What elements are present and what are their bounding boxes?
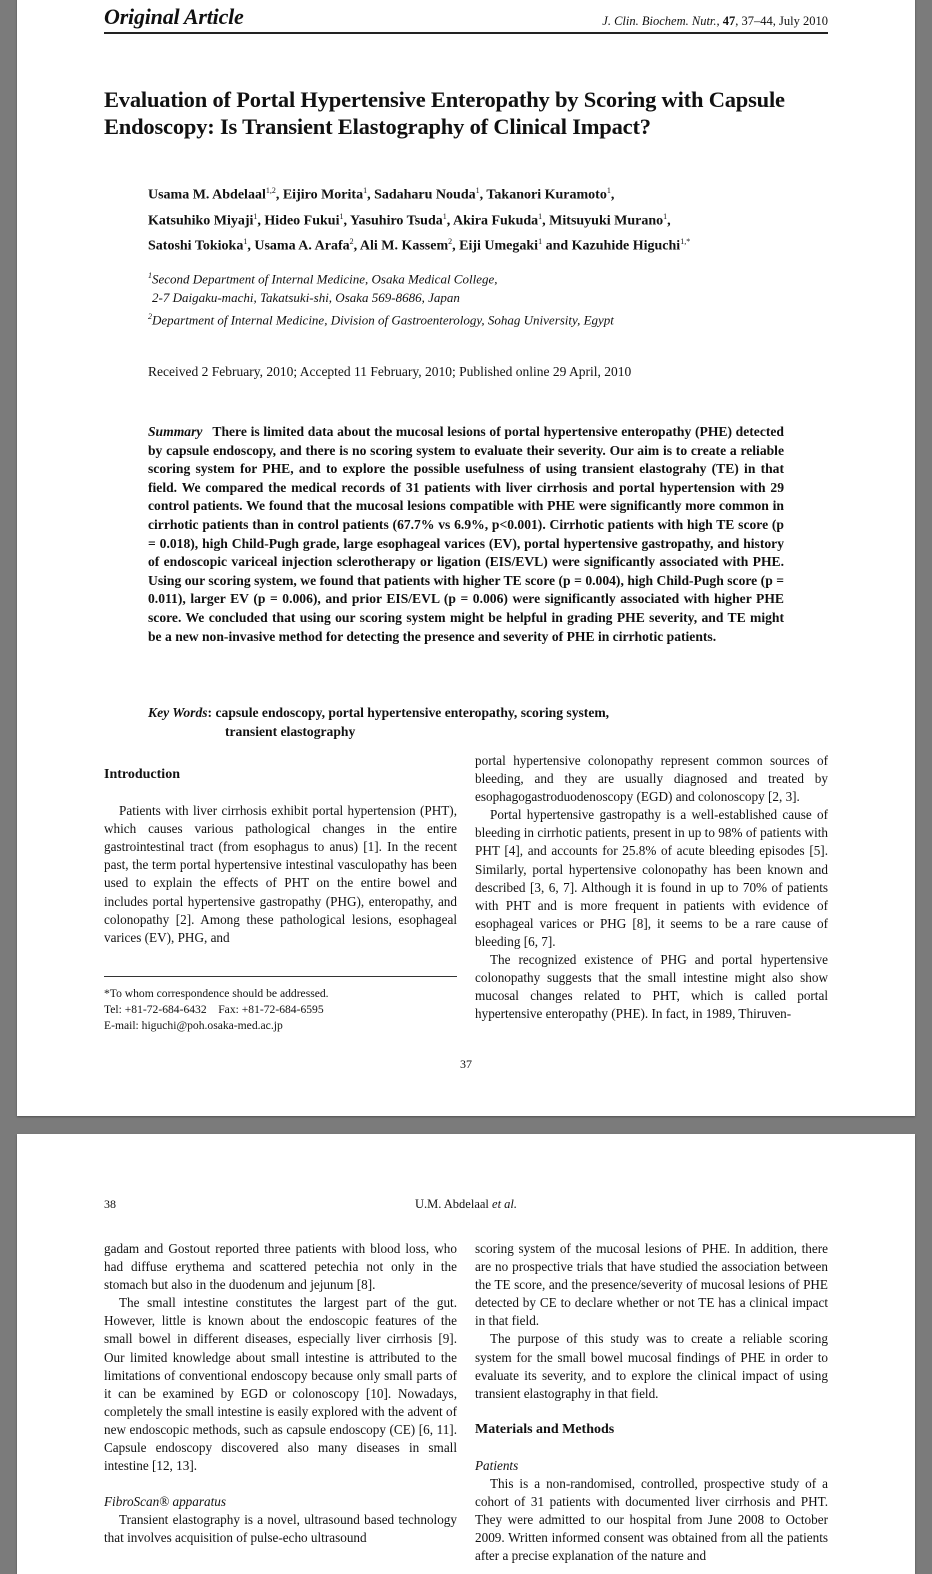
- affiliation-1-line-1: Second Department of Internal Medicine, Osaka Medical College,: [152, 271, 498, 287]
- keywords-line-2: transient elastography: [225, 724, 356, 739]
- affiliation-2-line-1: Department of Internal Medicine, Division of Gastroenterology, Sohag University, Egypt: [152, 312, 614, 328]
- page2-left-column: [104, 1240, 457, 1548]
- author-affiliation-sup: 1: [243, 237, 248, 247]
- paragraph: Transient elastography is a novel, ultrasound based technology that involves acquisition of pulse-echo ultrasound: [104, 1512, 457, 1546]
- author-affiliation-sup: 1: [363, 186, 368, 195]
- introduction-heading: Introduction: [104, 767, 180, 782]
- page-number: 38: [104, 1197, 116, 1211]
- footnote-line-1: *To whom correspondence should be addressed.: [104, 987, 329, 1000]
- author-affiliation-sup: 1: [606, 186, 611, 195]
- author-name: Hideo Fukui: [264, 213, 340, 229]
- author-affiliation-sup: 1: [339, 211, 344, 221]
- journal-name: J. Clin. Biochem. Nutr.,: [602, 14, 720, 28]
- paragraph: gadam and Gostout reported three patients with blood loss, who had diffuse erythema and scattered petechia not only in the stomach but also in the duodenum and jejunum [8].: [104, 1241, 457, 1293]
- author-affiliation-sup: 1: [475, 186, 480, 195]
- keywords-label: Key Words: [148, 705, 208, 720]
- paragraph: This is a non-randomised, controlled, prospective study of a cohort of 31 patients with documented liver cirrhosis and PHT. They were admitted to our hospital from June 2008 to October 2009. Written informed consent was obtained from all the patients after a precise explanation of the nature and: [475, 1476, 828, 1564]
- journal-volume: 47: [722, 14, 736, 28]
- summary-label: Summary: [148, 424, 203, 439]
- author-name: Yasuhiro Tsuda: [349, 213, 443, 229]
- author-affiliation-sup: 1,2: [265, 186, 276, 195]
- affiliation-1: [148, 266, 828, 288]
- author-affiliation-sup: 1: [538, 211, 543, 221]
- affiliation-1-sup: 1: [148, 271, 152, 280]
- keywords-line-1: capsule endoscopy, portal hypertensive enteropathy, scoring system,: [215, 705, 610, 720]
- author-affiliation-sup: 1: [442, 211, 447, 221]
- correspondence-footnote: [104, 986, 457, 1034]
- author-affiliation-sup: 1,*: [680, 237, 691, 247]
- author-affiliation-sup: 2: [448, 237, 453, 247]
- footnote-phone-fax: Tel: +81-72-684-6432 Fax: +81-72-684-6595: [104, 1003, 324, 1016]
- author-name: Ali M. Kassem: [359, 238, 449, 254]
- author-name: Sadaharu Nouda: [374, 187, 476, 203]
- paragraph: portal hypertensive colonopathy represent common sources of bleeding, and they are usually diagnosed and treated by esophagogastroduodenoscopy (EGD) and colonoscopy [2, 3].: [475, 753, 828, 805]
- author-name: Mitsuyuki Murano: [549, 213, 664, 229]
- affiliation-1-address: 2-7 Daigaku-machi, Takatsuki-shi, Osaka 569-8686, Japan: [152, 290, 460, 306]
- page1-right-column: [475, 752, 828, 1023]
- author-affiliation-sup: 1: [538, 237, 543, 247]
- running-head: [17, 1197, 915, 1212]
- journal-citation: [602, 14, 828, 29]
- paragraph: scoring system of the mucosal lesions of PHE. In addition, there are no prospective trials that have studied the association between the TE score, and the presence/severity of mucosal lesions of PHE detected by CE to declare whether or not TE has a clinical impact in that field.: [475, 1241, 828, 1329]
- footnote-email[interactable]: E-mail: higuchi@poh.osaka-med.ac.jp: [104, 1019, 283, 1032]
- author-affiliation-sup: 1: [663, 211, 668, 221]
- running-head-author: U.M. Abdelaal: [414, 1197, 493, 1211]
- paragraph: The recognized existence of PHG and portal hypertensive colonopathy suggests that the small intestine might also show mucosal changes related to PHT, which is called portal hypertensive enteropathy (PHE). In fact, in 1989, Thiruven-: [475, 952, 828, 1022]
- article-type-label: Original Article: [104, 4, 244, 29]
- article-title: Evaluation of Portal Hypertensive Enteropathy by Scoring with Capsule Endoscopy: Is Transient Elastography of Clinical Impact?: [104, 87, 785, 139]
- paragraph: The purpose of this study was to create a reliable scoring system for the small bowel mucosal findings of PHE in order to evaluate its severity, and to explore the clinical impact of using transient elastography in that field.: [475, 1331, 828, 1401]
- page-number: 37: [460, 1057, 472, 1071]
- author-name: Eijiro Morita: [282, 187, 364, 203]
- summary-abstract: [148, 423, 784, 646]
- summary-text: There is limited data about the mucosal lesions of portal hypertensive enteropathy (PHE) detected by capsule endoscopy, and there is no scoring system to evaluate their severity. Our aim is to create a reliable scoring system for PHE, and to explore the possible usefulness of using transient elastograhy (TE) in that field. We compared the medical records of 31 patients with liver cirrhosis and portal hypertension with 29 control patients. We found that the mucosal lesions compatible with PHE were significantly more common in cirrhotic patients than in control patients (67.7% vs 6.9%, p<0.001). Cirrhotic patients with high TE score (p = 0.018), high Child-Pugh grade, large esophageal varices (EV), portal hypertensive gastropathy, and history of endoscopic variceal injection sclerotherapy or ligation (EIS/EVL) were significantly associated with PHE. Using our scoring system, we found that patients with higher TE score (p = 0.004), high Child-Pugh score (p = 0.011), larger EV (p = 0.006), and prior EIS/EVL (p = 0.006) were significantly associated with higher PHE score. We concluded that using our scoring system might be helpful in grading PHE severity, and TE might be a new non-invasive method for detecting the presence and severity of PHE in cirrhotic patients.: [148, 424, 784, 644]
- author-affiliation-sup: 2: [349, 237, 354, 247]
- keywords: Key Words: capsule endoscopy, portal hypertensive enteropathy, scoring system, transient elastography: [148, 703, 784, 741]
- running-head-etal: et al.: [492, 1197, 518, 1211]
- page2-right-column: [475, 1240, 828, 1566]
- fibroscan-heading: FibroScan® apparatus: [104, 1494, 226, 1510]
- affiliation-2: [148, 307, 828, 329]
- author-name: Usama A. Arafa: [254, 238, 350, 254]
- materials-methods-heading: Materials and Methods: [475, 1421, 615, 1437]
- page1-left-column: [104, 766, 457, 947]
- journal-pages-date: , 37–44, July 2010: [735, 14, 828, 28]
- publication-dates: Received 2 February, 2010; Accepted 11 February, 2010; Published online 29 April, 2010: [148, 364, 632, 379]
- author-affiliation-sup: 1: [253, 211, 258, 221]
- header-rule: [104, 32, 828, 34]
- author-name: Usama M. Abdelaal: [148, 187, 266, 203]
- patients-heading: Patients: [475, 1457, 519, 1473]
- paragraph: Portal hypertensive gastropathy is a well-established cause of bleeding in cirrhotic patients, present in up to 98% of patients with PHT [4], and accounts for 25.8% of acute bleeding episodes [5]. Similarly, portal hypertensive colonopathy has been known and described [3, 6, 7]. Although it is found in up to 70% of patients with PHT and is more frequent in patients with evidence of esophageal varices or PHG [8], it seems to be a rare cause of bleeding [6, 7].: [475, 807, 828, 949]
- page-38: [17, 1134, 915, 1574]
- author-name: Eiji Umegaki: [459, 238, 539, 254]
- footnote-rule: [104, 976, 457, 977]
- paragraph: The small intestine constitutes the largest part of the gut. However, little is known about the endoscopic features of the small bowel in different diseases, especially liver cirrhosis [9]. Our limited knowledge about small intestine is attributed to the limitations of conventional endoscopy because only small parts of it can be examined by EGD or colonoscopy [10]. Nowadays, completely the small intestine is easily explored with the advent of new endoscopic methods, such as capsule endoscopy (CE) [6, 11]. Capsule endoscopy discovered also many diseases in small intestine [12, 13].: [104, 1295, 457, 1474]
- affiliation-2-sup: 2: [148, 312, 152, 322]
- page-37: [17, 0, 915, 1116]
- author-name: Katsuhiko Miyaji: [148, 213, 254, 229]
- author-name: Satoshi Tokioka: [148, 238, 244, 254]
- affiliations: [148, 266, 828, 330]
- author-name: Takanori Kuramoto: [486, 187, 607, 203]
- author-name: Akira Fukuda: [452, 213, 539, 229]
- paragraph: Patients with liver cirrhosis exhibit portal hypertension (PHT), which causes various pathological changes in the entire gastrointestinal tract (from esophagus to anus) [1]. In the recent past, the term portal hypertensive intestinal vasculopathy has been used to explain the effects of PHT on the entire bowel and includes portal hypertensive gastropathy (PHG), enteropathy, and colonopathy [2]. Among these pathological lesions, esophageal varices (EV), PHG, and: [104, 803, 457, 945]
- author-list: Usama M. Abdelaal$^{1,2}$, Eijiro Morita$^1$, Sadaharu Nouda$^1$, Takanori Kuramoto$^1$, Katsuhiko Miyaji$^1$, Hideo Fukui$^1$, Yasuhiro Tsuda$^1$, Akira Fukuda$^1$, Mitsuyuki Murano$^1$, Satoshi Tokioka$^1$, Usama A. Arafa$^2$, Ali M. Kassem$^2$, Eiji Umegaki$^1$ and Kazuhide Higuchi$^{1,*}$: [148, 186, 691, 254]
- author-name: Kazuhide Higuchi: [571, 238, 681, 254]
